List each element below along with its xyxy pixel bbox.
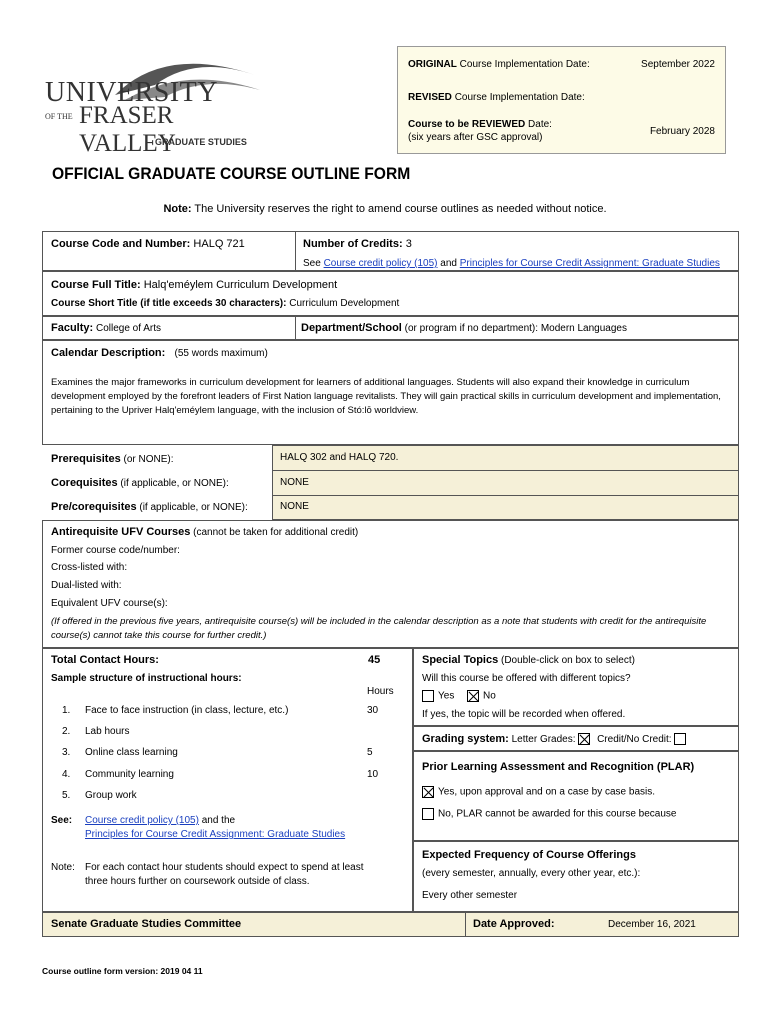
- prerequisites-value[interactable]: HALQ 302 and HALQ 720.: [280, 452, 399, 463]
- frequency-value[interactable]: Every other semester: [422, 890, 518, 901]
- credit-no-credit-checkbox[interactable]: [674, 733, 686, 745]
- no-label: No: [483, 690, 496, 702]
- prerequisites-label: [51, 453, 173, 465]
- course-title-section: [42, 271, 739, 316]
- corequisites-value[interactable]: NONE: [280, 477, 309, 488]
- precorequisites-value[interactable]: NONE: [280, 501, 309, 512]
- hour-item-num: 3.: [62, 747, 71, 758]
- credit-policy-line: [303, 258, 720, 269]
- see-links-line2: [85, 829, 345, 840]
- prereq-hint: (or NONE):: [123, 454, 174, 465]
- coreq-label-text: Corequisites: [51, 477, 118, 489]
- total-contact-hours-label: Total Contact Hours:: [51, 654, 159, 666]
- dual-listed-field[interactable]: Dual-listed with:: [51, 580, 122, 591]
- amend-note: [0, 203, 770, 215]
- implementation-dates-box: [397, 46, 726, 154]
- short-title-field[interactable]: [51, 298, 399, 309]
- original-date-value[interactable]: September 2022: [641, 59, 715, 70]
- see-label: See:: [51, 815, 73, 826]
- note-text: The University reserves the right to amend course outlines as needed without notice.: [194, 203, 607, 215]
- special-topics-label-text: Special Topics: [422, 654, 499, 666]
- divider: [295, 231, 296, 271]
- antireq-label-text: Antirequisite UFV Courses: [51, 526, 191, 538]
- yes-checkbox[interactable]: [422, 690, 434, 702]
- full-title-field[interactable]: [51, 279, 337, 291]
- hour-item-text: Face to face instruction (in class, lecture, etc.): [85, 705, 289, 716]
- hour-item-text: Community learning: [85, 769, 174, 780]
- credit-assignment-principles-link[interactable]: Principles for Course Credit Assignment: Graduate Studies: [459, 258, 720, 269]
- logo-university-text: UNIVERSITY: [45, 77, 218, 108]
- faculty-field[interactable]: [51, 322, 161, 334]
- calendar-hint: (55 words maximum): [174, 348, 268, 359]
- credits-field[interactable]: [303, 238, 412, 250]
- short-title-value: Curriculum Development: [289, 298, 400, 309]
- plar-no-label: No, PLAR cannot be awarded for this course because: [438, 808, 677, 820]
- divider: [272, 445, 273, 520]
- faculty-value: College of Arts: [95, 323, 162, 334]
- antirequisite-label: [51, 526, 358, 538]
- calendar-description-text[interactable]: Examines the major frameworks in curriculum development for learners of additional languages. Students will also expand their knowledge in curriculum development employed by the forefront leaders of First Nation language revitalists. They will gain practical skills in curriculum development and implementation, pertaining to the Upriver Halq'eméylem language, with the inclusion of Stó:lō worldview.: [51, 377, 721, 416]
- original-rest: Course Implementation Date:: [459, 59, 590, 70]
- committee-label: Senate Graduate Studies Committee: [51, 918, 242, 930]
- hour-item-text: Lab hours: [85, 726, 130, 737]
- form-title: OFFICIAL GRADUATE COURSE OUTLINE FORM: [52, 164, 411, 183]
- letter-grades-checkbox-checked[interactable]: [578, 733, 590, 745]
- calendar-label-text: Calendar Description:: [51, 347, 166, 359]
- precorequisites-label: [51, 501, 248, 513]
- course-code-value: HALQ 721: [193, 238, 245, 250]
- department-field[interactable]: [301, 322, 627, 334]
- frequency-label: Expected Frequency of Course Offerings: [422, 849, 636, 861]
- original-bold: ORIGINAL: [408, 59, 457, 70]
- hour-item-num: 5.: [62, 790, 71, 801]
- note-bold: Note:: [163, 203, 192, 215]
- former-course-field[interactable]: Former course code/number:: [51, 545, 180, 556]
- date-approved-label: Date Approved:: [473, 918, 555, 930]
- precoreq-hint: (if applicable, or NONE):: [139, 502, 248, 513]
- plar-no-checkbox[interactable]: [422, 808, 434, 820]
- grading-label: Grading system:: [422, 733, 509, 745]
- plar-yes-checkbox-checked[interactable]: [422, 786, 434, 798]
- see-prefix: See: [303, 258, 321, 269]
- special-topics-hint: (Double-click on box to select): [501, 655, 635, 666]
- hour-item-num: 1.: [62, 705, 71, 716]
- hour-item-text: Online class learning: [85, 747, 178, 758]
- total-contact-hours-value[interactable]: 45: [368, 654, 381, 666]
- contact-note-label: Note:: [51, 862, 75, 873]
- credit-no-credit-label: Credit/No Credit:: [597, 734, 672, 745]
- reviewed-date-label: [408, 119, 552, 130]
- plar-yes-label: Yes, upon approval and on a case by case basis.: [438, 786, 656, 798]
- department-value: Modern Languages: [540, 323, 627, 334]
- credit-assignment-principles-link[interactable]: Principles for Course Credit Assignment: Graduate Studies: [85, 829, 346, 840]
- faculty-label: Faculty:: [51, 322, 94, 334]
- see-and: and: [440, 258, 457, 269]
- revised-bold: REVISED: [408, 92, 452, 103]
- hour-item-value[interactable]: 5: [367, 747, 373, 758]
- sample-structure-label: Sample structure of instructional hours:: [51, 673, 242, 684]
- letter-grades-label: Letter Grades:: [511, 734, 576, 745]
- course-code-label: Course Code and Number:: [51, 238, 191, 250]
- date-approved-value[interactable]: December 16, 2021: [608, 919, 696, 930]
- hour-item-text: Group work: [85, 790, 137, 801]
- corequisites-label: [51, 477, 229, 489]
- plar-no-option[interactable]: [422, 808, 676, 820]
- ufv-logo: [45, 55, 265, 157]
- see-links-line1: [85, 815, 235, 826]
- antireq-hint: (cannot be taken for additional credit): [193, 527, 359, 538]
- full-title-value: Halq'eméylem Curriculum Development: [143, 279, 338, 291]
- logo-graduate-studies-text: GRADUATE STUDIES: [155, 137, 247, 147]
- special-topics-note: If yes, the topic will be recorded when offered.: [422, 709, 626, 720]
- reviewed-bold: Course to be REVIEWED: [408, 119, 526, 130]
- plar-label: Prior Learning Assessment and Recognition (PLAR): [422, 761, 695, 773]
- revised-rest: Course Implementation Date:: [454, 92, 585, 103]
- hour-item-num: 2.: [62, 726, 71, 737]
- coreq-hint: (if applicable, or NONE):: [120, 478, 229, 489]
- full-title-label: Course Full Title:: [51, 279, 141, 291]
- see-and-the: and the: [201, 815, 236, 826]
- hours-header: Hours: [367, 686, 394, 697]
- logo-fraser-valley-text: FRASER VALLEY: [79, 102, 176, 157]
- course-credit-policy-link[interactable]: Course credit policy (105): [85, 815, 199, 826]
- divider: [465, 912, 466, 937]
- hour-item-value[interactable]: 10: [367, 769, 379, 780]
- hour-item-num: 4.: [62, 769, 71, 780]
- special-topics-question: Will this course be offered with different topics?: [422, 673, 631, 684]
- plar-yes-option[interactable]: [422, 786, 655, 798]
- reviewed-date-value[interactable]: February 2028: [649, 126, 715, 137]
- course-code-field[interactable]: [51, 238, 245, 250]
- form-version: Course outline form version: 2019 04 11: [42, 966, 203, 976]
- department-label: Department/School: [301, 322, 402, 334]
- calendar-description-label: [51, 347, 268, 359]
- grading-system-field: [422, 733, 690, 745]
- credits-label: Number of Credits:: [303, 238, 403, 250]
- yes-label: Yes: [438, 690, 455, 702]
- cross-listed-field[interactable]: Cross-listed with:: [51, 562, 128, 573]
- credits-value: 3: [405, 238, 412, 250]
- special-topics-no[interactable]: [467, 690, 496, 702]
- course-credit-policy-link[interactable]: Course credit policy (105): [323, 258, 438, 269]
- precoreq-label-text: Pre/corequisites: [51, 501, 137, 513]
- frequency-hint: (every semester, annually, every other year, etc.):: [422, 868, 641, 879]
- original-date-label: [408, 59, 590, 70]
- prereq-label-text: Prerequisites: [51, 453, 121, 465]
- no-checkbox-checked[interactable]: [467, 690, 479, 702]
- antirequisite-note: (If offered in the previous five years, antirequisite course(s) will be included in the calendar description as a note that students with credit for the antirequisite course(s) cannot take this course for further credit.): [51, 616, 707, 641]
- reviewed-date-sub: (six years after GSC approval): [408, 132, 543, 143]
- special-topics-label: [422, 654, 635, 666]
- short-title-label: Course Short Title (if title exceeds 30 characters):: [51, 298, 287, 309]
- contact-note-text-2: three hours further on coursework outside of class.: [85, 876, 310, 887]
- reviewed-rest: Date:: [528, 119, 552, 130]
- logo-of-the-text: OF THE: [45, 112, 73, 121]
- contact-note-text-1: For each contact hour students should expect to spend at least: [85, 862, 364, 873]
- divider: [295, 316, 296, 340]
- special-topics-yes[interactable]: [422, 690, 454, 702]
- revised-date-label: [408, 92, 585, 103]
- hour-item-value[interactable]: 30: [367, 705, 379, 716]
- department-hint: (or program if no department):: [404, 323, 539, 334]
- equivalent-course-field[interactable]: Equivalent UFV course(s):: [51, 598, 168, 609]
